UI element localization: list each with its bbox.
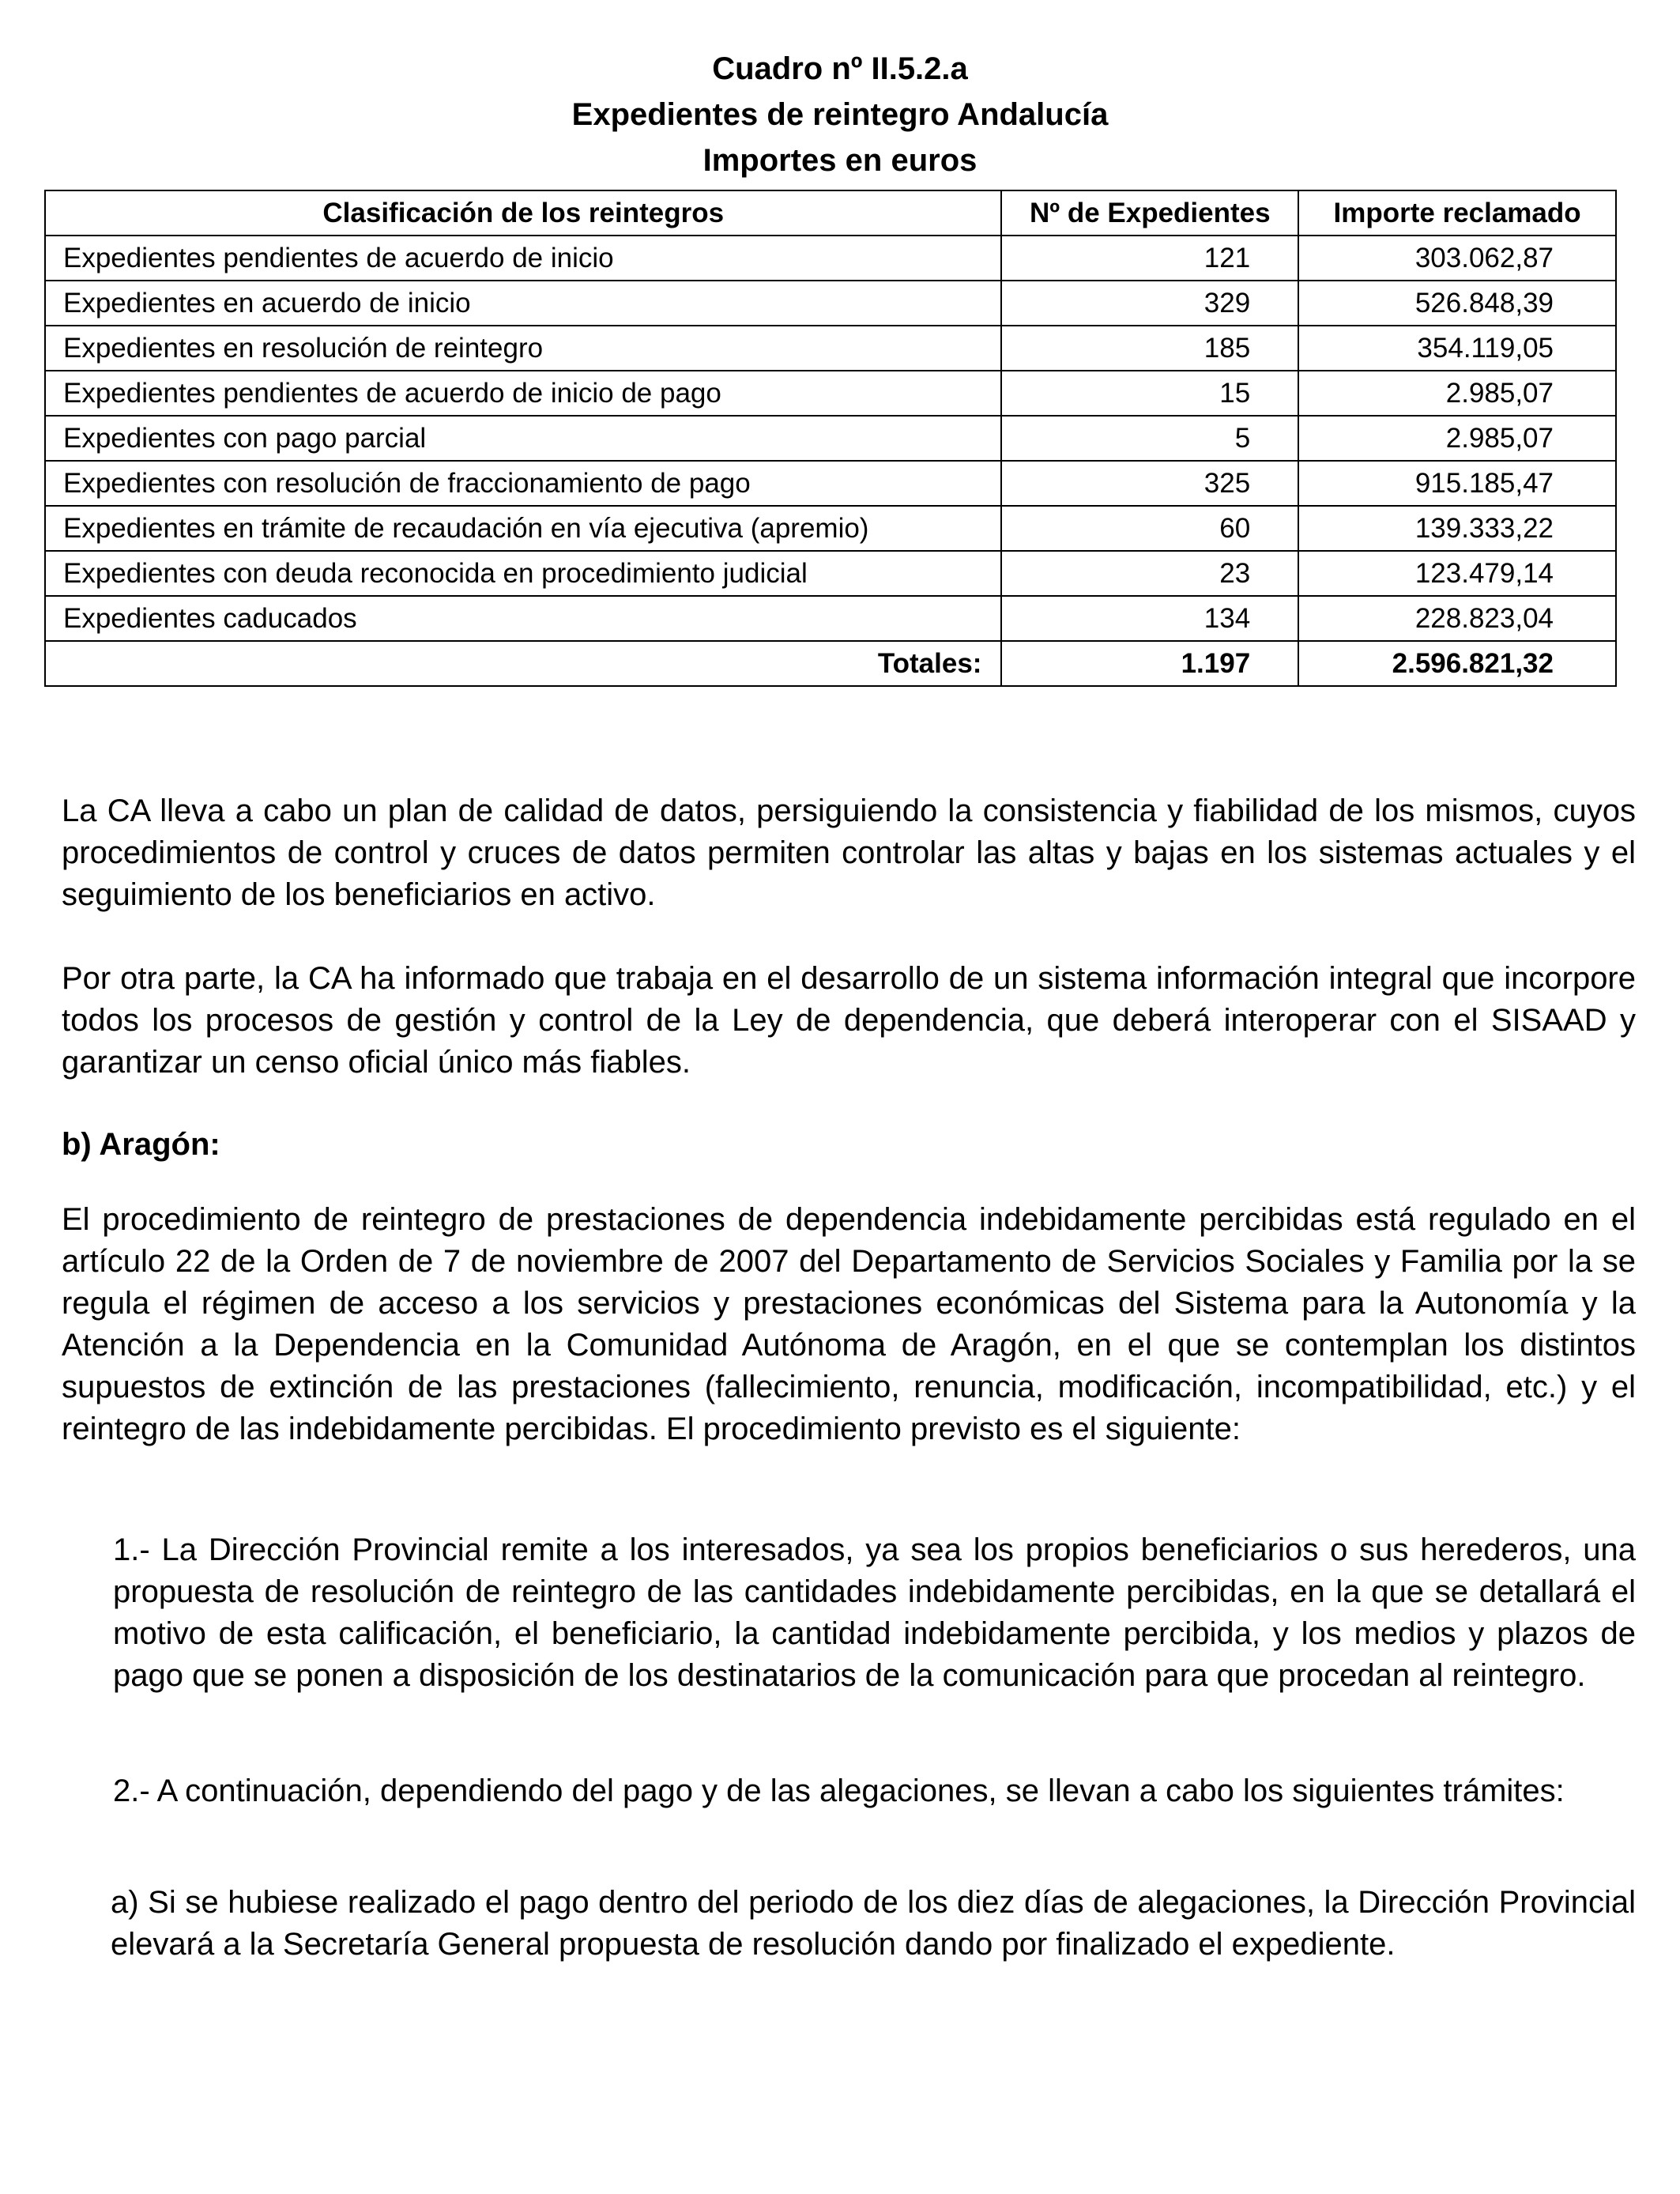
row-amount: 915.185,47	[1298, 461, 1616, 506]
paragraph-step-1: 1.- La Dirección Provincial remite a los interesados, ya sea los propios beneficiarios o sus herederos, una propuesta de resolución de reintegro de las cantidades indebidamente percibidas, en la que se detallará el motivo de esta calificación, el beneficiario, la cantidad indebidamente percibida, y los medios y plazos de pago que se ponen a disposición de los destinatarios de la comunicación para que procedan al reintegro.	[113, 1532, 1636, 1693]
table-row	[45, 326, 1616, 371]
row-label: Expedientes con deuda reconocida en procedimiento judicial	[45, 551, 1001, 596]
row-label: Expedientes con pago parcial	[45, 416, 1001, 461]
caption-line-3: Importes en euros	[703, 143, 977, 178]
table-row	[45, 281, 1616, 326]
row-label: Expedientes pendientes de acuerdo de inicio	[45, 236, 1001, 281]
paragraph-sistema-informacion: Por otra parte, la CA ha informado que trabaja en el desarrollo de un sistema información integral que incorpore todos los procesos de gestión y control de la Ley de dependencia, que deberá interoperar con el SISAAD y garantizar un censo oficial único más fiables.	[62, 961, 1636, 1080]
row-amount: 303.062,87	[1298, 236, 1616, 281]
total-amount: 2.596.821,32	[1298, 641, 1616, 686]
paragraph-step-2: 2.- A continuación, dependiendo del pago y de las alegaciones, se llevan a cabo los siguientes trámites:	[113, 1774, 1565, 1808]
total-count: 1.197	[1001, 641, 1298, 686]
row-count: 185	[1001, 326, 1298, 371]
row-count: 15	[1001, 371, 1298, 416]
row-amount: 139.333,22	[1298, 506, 1616, 551]
table-total-row	[45, 641, 1616, 686]
caption-line-2: Expedientes de reintegro Andalucía	[571, 97, 1109, 132]
row-count: 325	[1001, 461, 1298, 506]
caption-line-1: Cuadro nº II.5.2.a	[712, 51, 968, 86]
row-count: 329	[1001, 281, 1298, 326]
row-amount: 2.985,07	[1298, 371, 1616, 416]
table-header-row	[45, 190, 1616, 236]
table-caption	[0, 46, 1680, 183]
row-amount: 228.823,04	[1298, 596, 1616, 641]
header-expedientes: Nº de Expedientes	[1001, 190, 1298, 236]
table-row	[45, 506, 1616, 551]
row-label: Expedientes en acuerdo de inicio	[45, 281, 1001, 326]
section-heading-aragon: b) Aragón:	[62, 1127, 220, 1162]
row-count: 60	[1001, 506, 1298, 551]
table-row	[45, 236, 1616, 281]
row-count: 121	[1001, 236, 1298, 281]
row-label: Expedientes caducados	[45, 596, 1001, 641]
table-row	[45, 551, 1616, 596]
header-clasificacion: Clasificación de los reintegros	[45, 190, 1001, 236]
paragraph-calidad-datos: La CA lleva a cabo un plan de calidad de datos, persiguiendo la consistencia y fiabilidad de los mismos, cuyos procedimientos de control y cruces de datos permiten controlar las altas y bajas en los sistemas actuales y el seguimiento de los beneficiarios en activo.	[62, 794, 1636, 912]
table-row	[45, 596, 1616, 641]
table-row	[45, 371, 1616, 416]
paragraph-step-2a: a) Si se hubiese realizado el pago dentro del periodo de los diez días de alegaciones, la Dirección Provincial elevará a la Secretaría General propuesta de resolución dando por finalizado el expediente.	[111, 1885, 1636, 1962]
row-label: Expedientes con resolución de fraccionamiento de pago	[45, 461, 1001, 506]
table-row	[45, 461, 1616, 506]
row-amount: 123.479,14	[1298, 551, 1616, 596]
row-amount: 2.985,07	[1298, 416, 1616, 461]
row-label: Expedientes en resolución de reintegro	[45, 326, 1001, 371]
total-label: Totales:	[45, 641, 1001, 686]
reintegros-table	[44, 190, 1617, 687]
row-amount: 526.848,39	[1298, 281, 1616, 326]
table-row	[45, 416, 1616, 461]
row-count: 5	[1001, 416, 1298, 461]
row-label: Expedientes en trámite de recaudación en vía ejecutiva (apremio)	[45, 506, 1001, 551]
row-count: 134	[1001, 596, 1298, 641]
paragraph-procedimiento-aragon: El procedimiento de reintegro de prestaciones de dependencia indebidamente percibidas está regulado en el artículo 22 de la Orden de 7 de noviembre de 2007 del Departamento de Servicios Sociales y Familia por la se regula el régimen de acceso a los servicios y prestaciones económicas del Sistema para la Autonomía y la Atención a la Dependencia en la Comunidad Autónoma de Aragón, en el que se contemplan los distintos supuestos de extinción de las prestaciones (fallecimiento, renuncia, modificación, incompatibilidad, etc.) y el reintegro de las indebidamente percibidas. El procedimiento previsto es el siguiente:	[62, 1202, 1636, 1446]
header-importe: Importe reclamado	[1298, 190, 1616, 236]
row-label: Expedientes pendientes de acuerdo de inicio de pago	[45, 371, 1001, 416]
row-amount: 354.119,05	[1298, 326, 1616, 371]
row-count: 23	[1001, 551, 1298, 596]
